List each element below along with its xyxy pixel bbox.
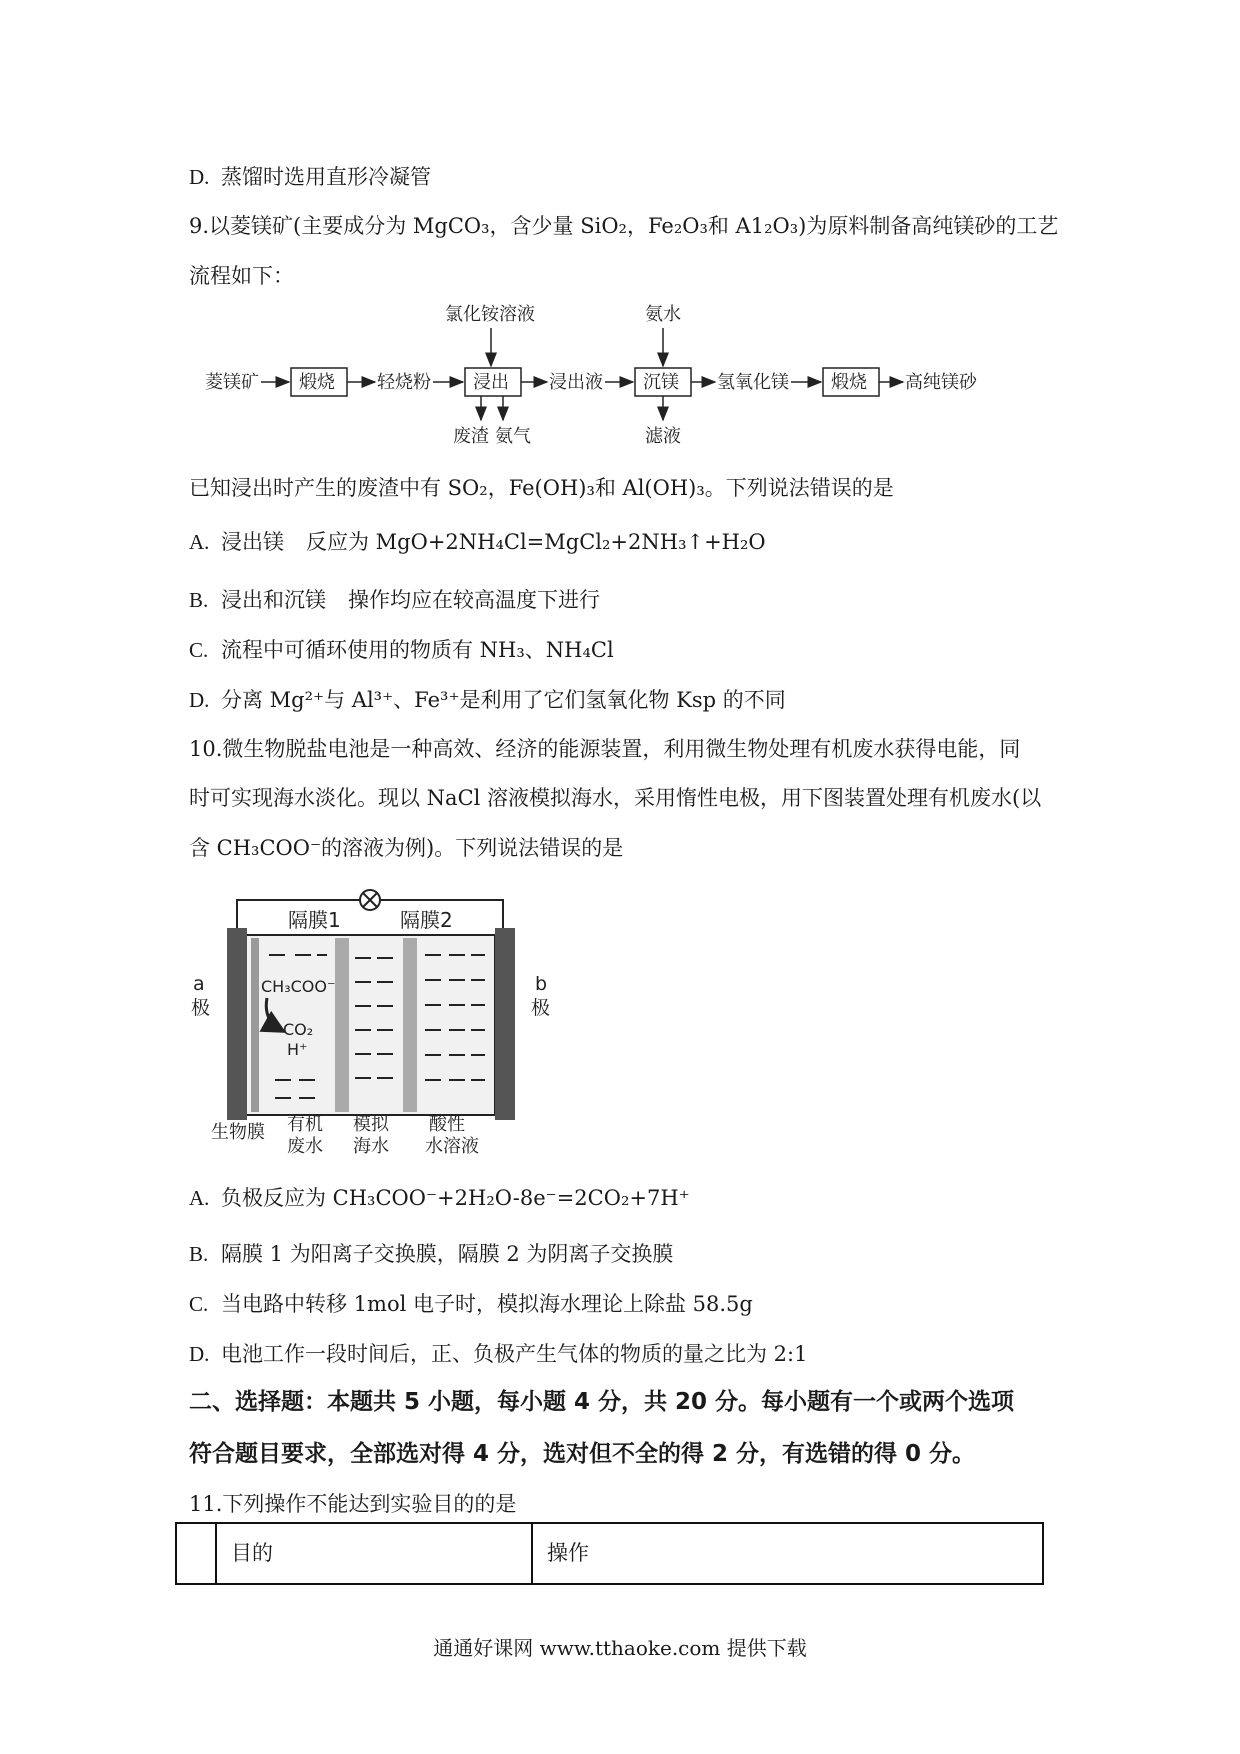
- label-organic-1: 有机: [287, 1114, 323, 1135]
- q9-known: 已知浸出时产生的废渣中有 SO₂，Fe(OH)₃和 Al(OH)₃。下列说法错误的是: [189, 476, 894, 500]
- flow-box4-label: 煅烧: [831, 372, 867, 393]
- option-text: 浸出镁: [221, 530, 284, 554]
- footer-source: 通通好课网 www.tthaoke.com 提供下载: [433, 1636, 807, 1660]
- membrane-2: [403, 938, 417, 1112]
- option-letter: C.: [189, 1292, 209, 1316]
- table-header-purpose: 目的: [217, 1524, 533, 1583]
- flow-start: 菱镁矿: [205, 372, 259, 393]
- q9-option-b: [189, 586, 600, 614]
- section2-heading-line1: 二、选择题：本题共 5 小题，每小题 4 分，共 20 分。每小题有一个或两个选项: [189, 1389, 1015, 1415]
- option-letter: C.: [189, 638, 209, 662]
- q11-table: [175, 1522, 1044, 1585]
- option-letter: A.: [189, 1186, 210, 1210]
- q8-option-d: [189, 163, 431, 191]
- label-membrane-1: 隔膜1: [288, 908, 341, 932]
- process-flow-diagram: [185, 300, 1025, 460]
- flow-byproduct3: 滤液: [645, 426, 681, 447]
- flow-byproduct1: 废渣: [453, 426, 489, 447]
- table-header-operation: 操作: [547, 1541, 589, 1565]
- q9-option-a: [189, 528, 766, 556]
- option-text-2: 操作均应在较高温度下进行: [348, 588, 600, 612]
- flow-reagent2: 氨水: [645, 304, 681, 325]
- label-species-co2: CO₂: [283, 1020, 314, 1039]
- q9-stem-line2: 流程如下：: [189, 264, 294, 288]
- option-text: 蒸馏时选用直形冷凝管: [221, 165, 431, 189]
- label-organic-2: 废水: [287, 1136, 323, 1157]
- q10-option-a: [189, 1184, 690, 1212]
- option-letter: D.: [189, 165, 210, 189]
- option-letter: B.: [189, 588, 209, 612]
- flow-byproduct2: 氨气: [495, 426, 531, 447]
- option-text: 负极反应为 CH₃COO⁻+2H₂O-8e⁻=2CO₂+7H⁺: [221, 1186, 690, 1210]
- option-text: 流程中可循环使用的物质有 NH₃、NH₄Cl: [221, 638, 614, 662]
- label-acid-2: 水溶液: [425, 1136, 479, 1157]
- q9-option-c: [189, 636, 614, 664]
- option-text: 当电路中转移 1mol 电子时，模拟海水理论上除盐 58.5g: [221, 1292, 753, 1316]
- option-letter: D.: [189, 688, 210, 712]
- label-sea-2: 海水: [353, 1136, 389, 1157]
- flow-end: 高纯镁砂: [905, 372, 977, 393]
- label-electrode-a-2: 极: [191, 997, 211, 1019]
- q10-stem-line2: 时可实现海水淡化。现以 NaCl 溶液模拟海水，采用惰性电极，用下图装置处理有机废水(以: [189, 786, 1042, 810]
- membrane-1: [335, 938, 349, 1112]
- option-text: 分离 Mg²⁺与 Al³⁺、Fe³⁺是利用了它们氢氧化物 Ksp 的不同: [221, 688, 786, 712]
- desalination-cell-diagram: [191, 880, 565, 1160]
- q9-stem-line1: 9.以菱镁矿(主要成分为 MgCO₃，含少量 SiO₂，Fe₂O₃和 A1₂O₃)为原料制备高纯镁砂的工艺: [189, 214, 1059, 238]
- q10-stem-line1: 10.微生物脱盐电池是一种高效、经济的能源装置，利用微生物处理有机废水获得电能，同: [189, 737, 1021, 761]
- option-letter: A.: [189, 530, 210, 554]
- table-index-cell: [177, 1524, 217, 1583]
- option-formula: 反应为 MgO+2NH₄Cl=MgCl₂+2NH₃↑+H₂O: [306, 530, 766, 554]
- flow-box1-label: 煅烧: [299, 372, 335, 393]
- flow-mid2: 浸出液: [549, 372, 603, 393]
- label-species-h: H⁺: [287, 1040, 308, 1059]
- option-letter: B.: [189, 1242, 209, 1266]
- q10-stem-line3: 含 CH₃COO⁻的溶液为例)。下列说法错误的是: [189, 836, 624, 860]
- label-species-acetate: CH₃COO⁻: [261, 977, 336, 996]
- q10-option-d: [189, 1340, 807, 1368]
- flow-mid1: 轻烧粉: [377, 372, 431, 393]
- label-electrode-b-1: b: [535, 973, 548, 995]
- electrode-a: [227, 928, 247, 1120]
- q9-option-d: [189, 686, 786, 714]
- flow-mid3: 氢氧化镁: [717, 372, 789, 393]
- label-biofilm: 生物膜: [211, 1122, 265, 1143]
- option-text: 隔膜 1 为阳离子交换膜，隔膜 2 为阴离子交换膜: [221, 1242, 674, 1266]
- flow-box2-label: 浸出: [473, 372, 509, 393]
- label-acid-1: 酸性: [429, 1114, 465, 1135]
- q10-option-b: [189, 1240, 673, 1268]
- option-text: 电池工作一段时间后，正、负极产生气体的物质的量之比为 2:1: [221, 1342, 808, 1366]
- option-letter: D.: [189, 1342, 210, 1366]
- flow-box3-label: 沉镁: [643, 372, 679, 393]
- q11-stem: 11.下列操作不能达到实验目的的是: [189, 1492, 517, 1516]
- option-text: 浸出和沉镁: [221, 588, 326, 612]
- label-electrode-b-2: 极: [531, 997, 551, 1019]
- electrode-b: [495, 928, 515, 1120]
- label-membrane-2: 隔膜2: [400, 908, 453, 932]
- flow-reagent1: 氯化铵溶液: [445, 304, 535, 325]
- label-electrode-a-1: a: [193, 973, 205, 995]
- section2-heading-line2: 符合题目要求，全部选对得 4 分，选对但不全的得 2 分，有选错的得 0 分。: [189, 1441, 976, 1467]
- label-sea-1: 模拟: [353, 1114, 389, 1135]
- q10-option-c: [189, 1290, 753, 1318]
